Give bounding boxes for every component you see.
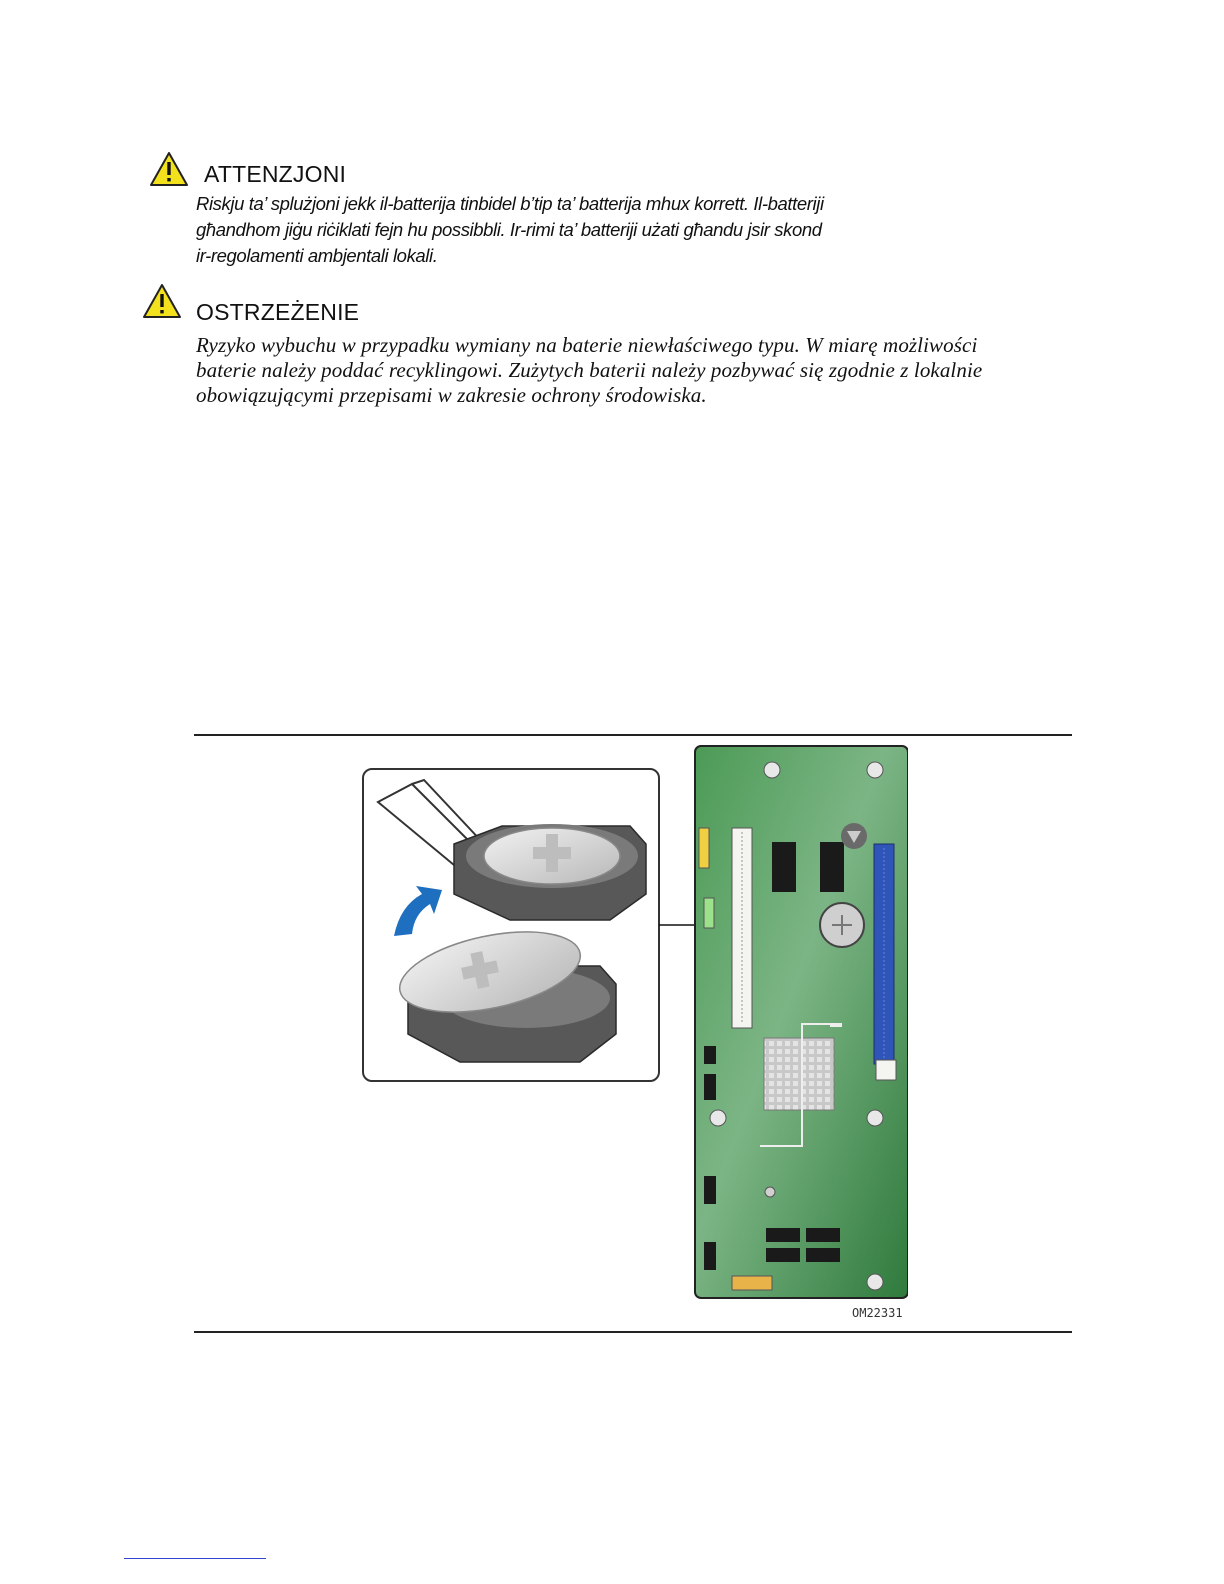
motherboard — [695, 746, 908, 1298]
battery-removal-figure — [360, 744, 908, 1300]
warning-line: baterie należy poddać recyklingowi. Zużytych baterii należy pozbywać się zgodnie z lokalnie — [196, 358, 983, 382]
warning-triangle-icon — [149, 151, 189, 187]
warning-triangle-icon — [142, 283, 182, 319]
warning-line: Riskju ta’ splużjoni jekk il-batterija tinbidel b’tip ta’ batterija mhux korrett. Il-batteriji — [196, 193, 824, 214]
figure-code: OM22331 — [852, 1306, 903, 1320]
warning-heading-polish: OSTRZEŻENIE — [196, 299, 360, 325]
warning-text-polish — [196, 333, 1096, 408]
warning-line: obowiązującymi przepisami w zakresie ochrony środowiska. — [196, 383, 707, 407]
figure-top-rule — [194, 734, 1072, 736]
battery-holder-top — [454, 824, 646, 920]
footnote-rule — [124, 1558, 266, 1559]
warning-line: għandhom jiġu riċiklati fejn hu possibbli. Ir-rimi ta’ batteriji użati għandu jsir skond — [196, 219, 822, 240]
warning-heading-maltese: ATTENZJONI — [204, 161, 347, 187]
warning-text-maltese — [196, 191, 956, 269]
figure-bottom-rule — [194, 1331, 1072, 1333]
warning-line: Ryzyko wybuchu w przypadku wymiany na baterie niewłaściwego typu. W miarę możliwości — [196, 333, 978, 357]
warning-line: ir-regolamenti ambjentali lokali. — [196, 245, 438, 266]
inset-panel — [363, 769, 659, 1081]
